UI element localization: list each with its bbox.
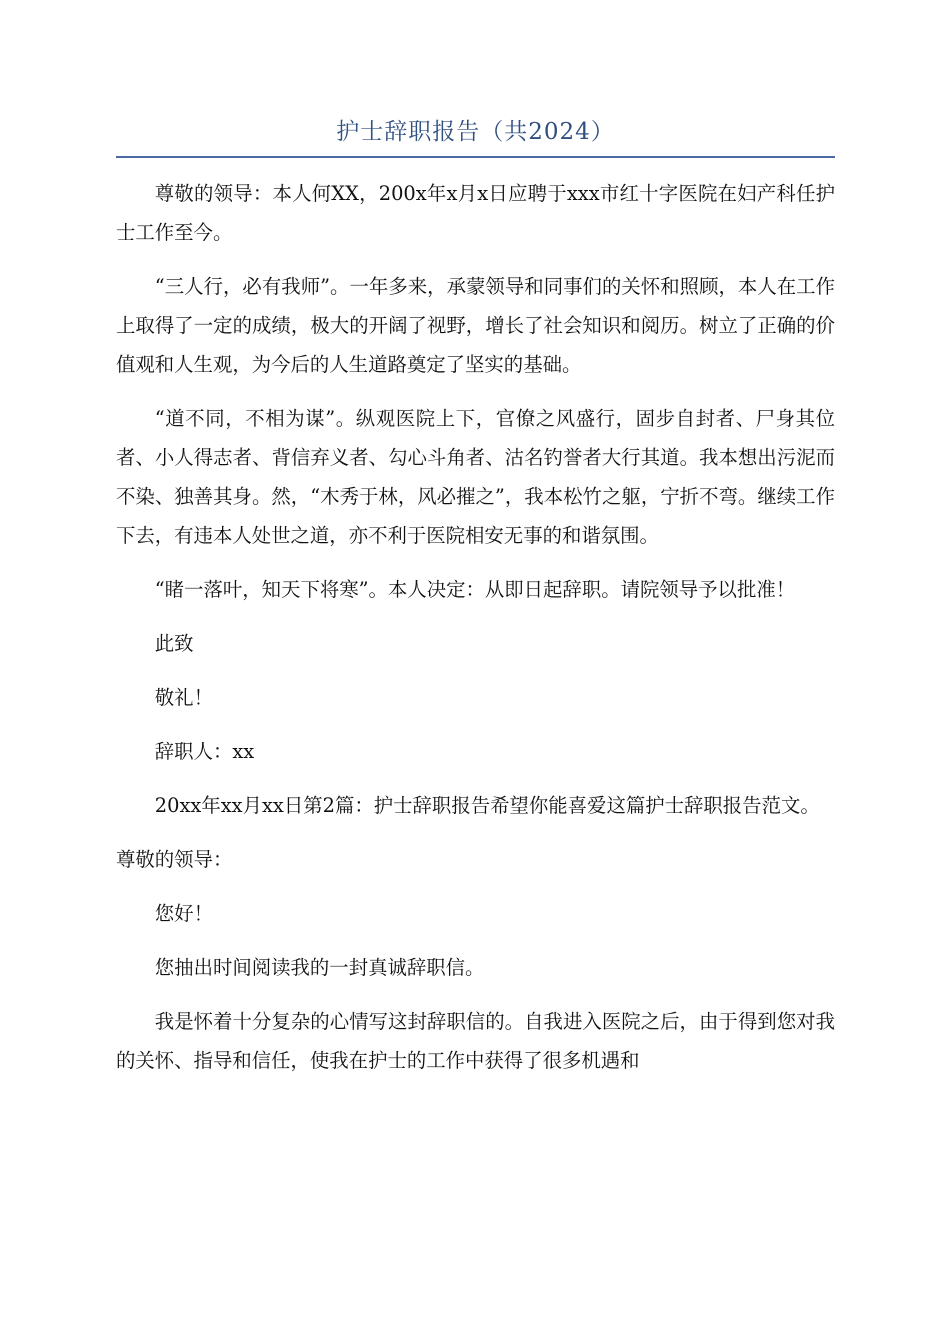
title-block — [116, 112, 835, 158]
date-and-second-article: 20xx年xx月xx日第2篇：护士辞职报告希望你能喜爱这篇护士辞职报告范文。 — [154, 794, 820, 817]
document-title: 护士辞职报告（共2024） — [336, 119, 615, 145]
paragraph-1: 尊敬的领导：本人何XX，200x年x月x日应聘于xxx市红十字医院在妇产科任护士工作至今。 — [116, 182, 835, 244]
greeting: 您好！ — [154, 902, 213, 925]
signature-line: 辞职人：xx — [154, 740, 255, 763]
paragraph-final: 我是怀着十分复杂的心情写这封辞职信的。自我进入医院之后，由于得到您对我的关怀、指导和信任，使我在护士的工作中获得了很多机遇和 — [116, 1010, 835, 1072]
closing-jing-li: 敬礼！ — [154, 686, 213, 709]
paragraph-thanks: 您抽出时间阅读我的一封真诚辞职信。 — [154, 956, 485, 979]
paragraph-4: “睹一落叶，知天下将寒”。本人决定：从即日起辞职。请院领导予以批准！ — [154, 578, 796, 601]
document-body — [116, 174, 835, 1095]
closing-ci-zhi: 此致 — [154, 632, 194, 655]
paragraph-3: “道不同，不相为谋”。纵观医院上下，官僚之风盛行，固步自封者、尸身其位者、小人得志者、背信弃义者、勾心斗角者、沽名钓誉者大行其道。我本想出污泥而不染、独善其身。然，“木秀于林，风必摧之”，我本松竹之躯，宁折不弯。继续工作下去，有违本人处世之道，亦不利于医院相安无事的和谐氛围。 — [116, 407, 835, 547]
paragraph-2: “三人行，必有我师”。一年多来，承蒙领导和同事们的关怀和照顾，本人在工作上取得了一定的成绩，极大的开阔了视野，增长了社会知识和阅历。树立了正确的价值观和人生观，为今后的人生道路奠定了坚实的基础。 — [116, 275, 835, 376]
salutation: 尊敬的领导： — [116, 848, 233, 871]
